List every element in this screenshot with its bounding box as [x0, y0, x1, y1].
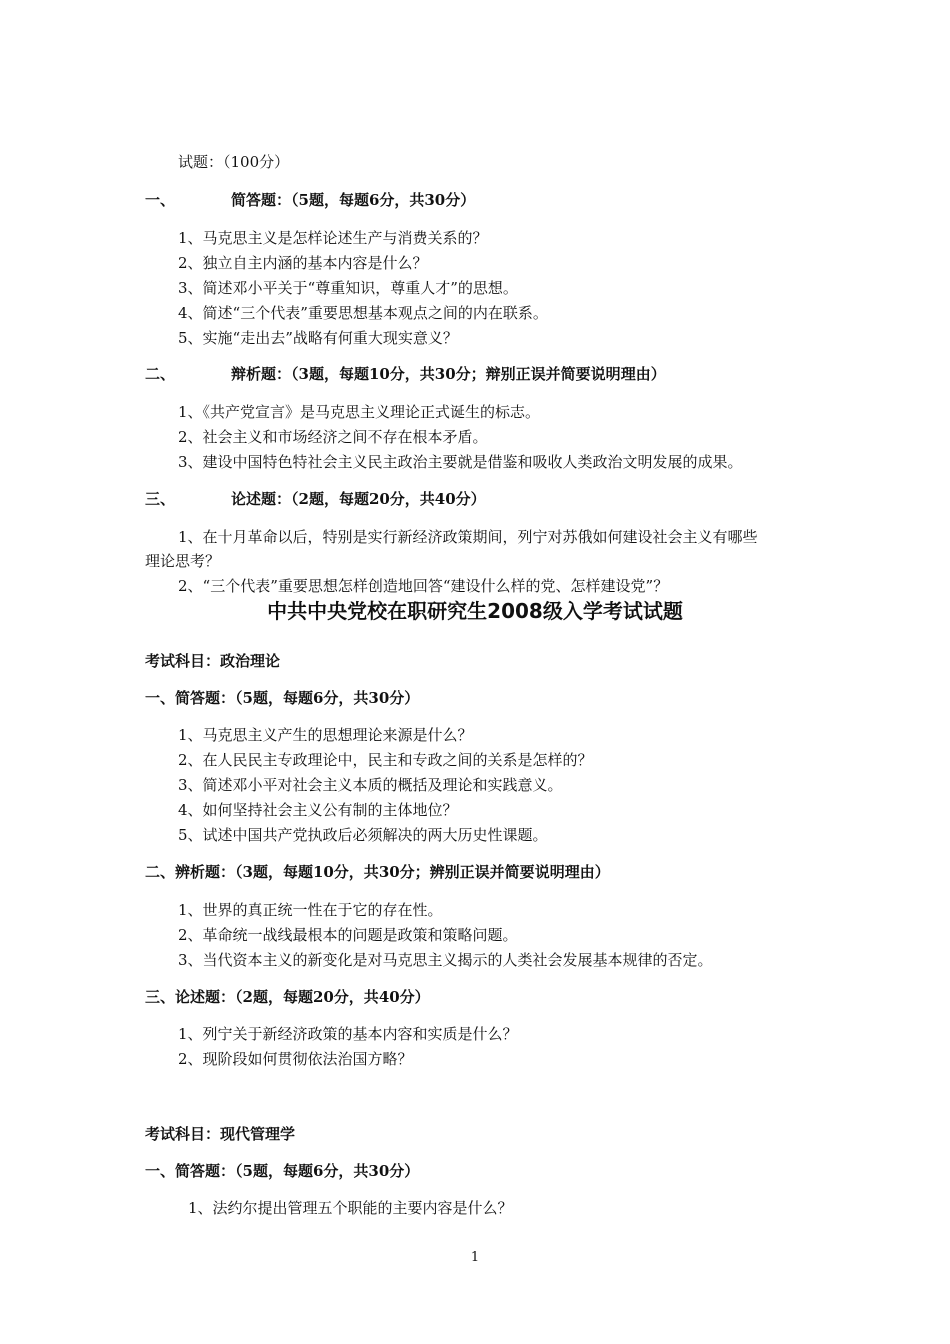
section-title: 简答题：（5题，每题6分，共30分） [231, 191, 476, 209]
question-item: 3、简述邓小平关于“尊重知识，尊重人才”的思想。 [178, 279, 518, 297]
subject-label: 考试科目：政治理论 [145, 652, 281, 670]
question-item: 2、社会主义和市场经济之间不存在根本矛盾。 [178, 428, 488, 446]
question-item: 1、法约尔提出管理五个职能的主要内容是什么？ [188, 1199, 513, 1217]
question-item: 1、《共产党宣言》是马克思主义理论正式诞生的标志。 [178, 403, 541, 421]
question-item-continuation: 理论思考？ [145, 552, 221, 570]
section-heading: 二、辨析题：（3题，每题10分，共30分；辨别正误并简要说明理由） [145, 863, 610, 881]
question-item: 5、试述中国共产党执政后必须解决的两大历史性课题。 [178, 826, 548, 844]
section-heading: 一、简答题：（5题，每题6分，共30分） [145, 689, 420, 707]
question-item: 2、现阶段如何贯彻依法治国方略？ [178, 1050, 413, 1068]
exam-header: 试题：（100分） [178, 153, 290, 171]
question-item: 3、简述邓小平对社会主义本质的概括及理论和实践意义。 [178, 776, 563, 794]
section-number: 三、 [145, 490, 176, 508]
question-item: 4、如何坚持社会主义公有制的主体地位？ [178, 801, 458, 819]
question-item: 1、马克思主义产生的思想理论来源是什么？ [178, 726, 473, 744]
section-heading: 一、简答题：（5题，每题6分，共30分） [145, 1162, 420, 1180]
question-item: 2、独立自主内涵的基本内容是什么？ [178, 254, 428, 272]
section-heading [145, 190, 475, 210]
section-heading: 三、论述题：（2题，每题20分，共40分） [145, 988, 430, 1006]
question-item: 1、在十月革命以后，特别是实行新经济政策期间，列宁对苏俄如何建设社会主义有哪些 [178, 528, 758, 546]
section-title: 辩析题：（3题，每题10分，共30分；辩别正误并简要说明理由） [231, 365, 666, 383]
question-item: 3、建设中国特色特社会主义民主政治主要就是借鉴和吸收人类政治文明发展的成果。 [178, 453, 743, 471]
question-item: 2、在人民民主专政理论中，民主和专政之间的关系是怎样的？ [178, 751, 593, 769]
page-number: 1 [470, 1250, 480, 1265]
page-title: 中共中央党校在职研究生2008级入学考试试题 [267, 599, 683, 623]
question-item: 5、实施“走出去”战略有何重大现实意义？ [178, 329, 458, 347]
question-item: 3、当代资本主义的新变化是对马克思主义揭示的人类社会发展基本规律的否定。 [178, 951, 713, 969]
question-item: 1、列宁关于新经济政策的基本内容和实质是什么？ [178, 1025, 518, 1043]
section-number: 一、 [145, 191, 176, 209]
subject-label: 考试科目：现代管理学 [145, 1125, 296, 1143]
section-number: 二、 [145, 365, 176, 383]
question-item: 2、革命统一战线最根本的问题是政策和策略问题。 [178, 926, 518, 944]
question-item: 1、世界的真正统一性在于它的存在性。 [178, 901, 443, 919]
section-title: 论述题：（2题，每题20分，共40分） [231, 490, 486, 508]
section-heading [145, 364, 666, 384]
question-item: 2、“三个代表”重要思想怎样创造地回答“建设什么样的党、怎样建设党”？ [178, 577, 669, 595]
question-item: 1、马克思主义是怎样论述生产与消费关系的？ [178, 229, 488, 247]
section-heading [145, 489, 486, 509]
question-item: 4、简述“三个代表”重要思想基本观点之间的内在联系。 [178, 304, 548, 322]
